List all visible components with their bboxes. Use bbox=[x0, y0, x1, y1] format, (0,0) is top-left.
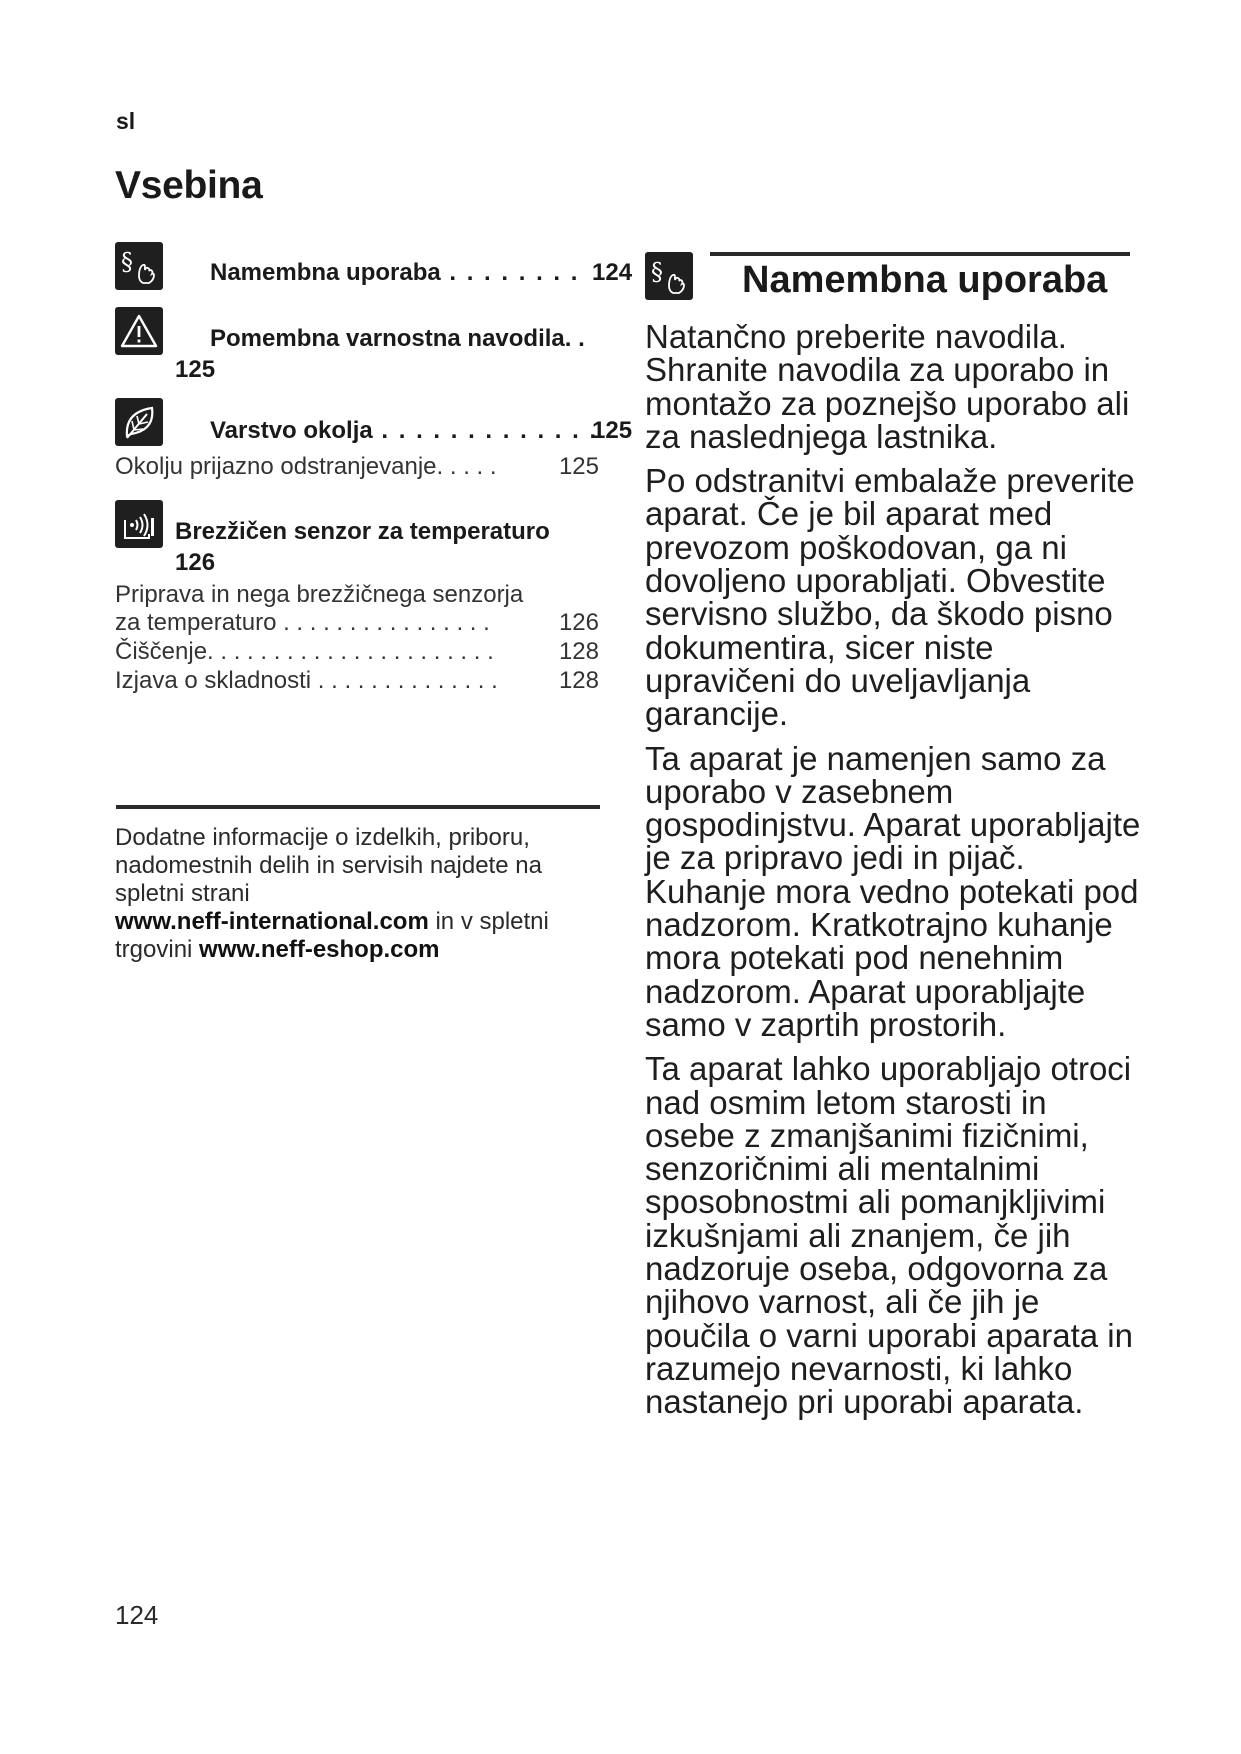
toc-subentry[interactable]: Priprava in nega brezžičnega senzorja bbox=[115, 581, 524, 608]
paragraph: Natančno preberite navodila. Shranite navodila za uporabo in montažo za poznejšo uporabo ali za naslednjega lastnika. bbox=[645, 318, 1130, 455]
toc-entry-namembna-uporaba[interactable]: Namembna uporaba . . . . . . . . bbox=[210, 259, 580, 286]
warning-triangle-icon bbox=[115, 307, 163, 355]
toc-subentry[interactable]: Okolju prijazno odstranjevanje. . . . . 125 bbox=[115, 453, 599, 480]
toc-subentry[interactable]: za temperaturo . . . . . . . . . . . . . . . . 126 bbox=[115, 609, 599, 636]
divider bbox=[710, 252, 1130, 256]
paragraph: Ta aparat je namenjen samo za uporabo v zasebnem gospodinjstvu. Aparat uporabljajte je za pripravo jedi in pijač. Kuhanje mora vedno potekati pod nadzorom. Kratkotrajno kuhanje mora potekati pod nenehnim nadzorom. Aparat uporabljajte samo v zaprtih prostorih. bbox=[645, 739, 1141, 1043]
info-text: Dodatne informacije o izdelkih, priboru, nadomestnih delih in servisih najdete na spletni strani www.neff-international.com in v spletni trgovini www.neff-eshop.com bbox=[115, 824, 549, 963]
toc-entry-page: 124 bbox=[592, 259, 633, 286]
divider bbox=[116, 805, 600, 809]
toc-subentry[interactable]: Izjava o skladnosti . . . . . . . . . . . . . . 128 bbox=[115, 667, 599, 694]
toc-subentry[interactable]: Čiščenje. . . . . . . . . . . . . . . . . . . . . . 128 bbox=[115, 638, 599, 665]
toc-entry-page: 125 bbox=[175, 356, 216, 383]
toc-entry-page: 126 bbox=[175, 549, 216, 576]
language-code: sl bbox=[116, 108, 136, 134]
paragraph: Po odstranitvi embalaže preverite aparat. Če je bil aparat med prevozom poškodovan, ga ni dovoljeno uporabljati. Obvestite servisno službo, da škodo pisno dokumentira, sicer niste upravičeni do uveljavljanja garancije. bbox=[645, 462, 1135, 733]
paragraph: Ta aparat lahko uporabljajo otroci nad osmim letom starosti in osebe z zmanjšanimi fizičnimi, senzoričnimi ali mentalnimi sposobnostmi ali pomanjkljivimi izkušnjami ali znanjem, če jih nadzoruje oseba, odgovorna za njihovo varnost, ali če jih je poučila o varni uporabi aparata in razumejo nevarnosti, ki lahko nastanejo pri uporabi aparata. bbox=[645, 1050, 1133, 1421]
page-number: 124 bbox=[115, 1600, 159, 1630]
wireless-sensor-icon bbox=[115, 500, 163, 548]
toc-entry-brezzicen-senzor[interactable]: Brezžičen senzor za temperaturo bbox=[175, 518, 550, 545]
link-neff-eshop[interactable]: www.neff-eshop.com bbox=[199, 936, 440, 963]
leaf-icon bbox=[115, 398, 163, 446]
svg-text:§: § bbox=[121, 248, 133, 276]
page-title: Vsebina bbox=[115, 164, 263, 207]
link-neff-international[interactable]: www.neff-international.com bbox=[115, 908, 429, 935]
toc-entry-pomembna-varnostna-navodila[interactable]: Pomembna varnostna navodila. . bbox=[210, 325, 585, 352]
paragraph-hand-icon bbox=[645, 252, 693, 300]
paragraph-hand-icon bbox=[115, 242, 163, 290]
toc-entry-page: 125 bbox=[592, 417, 633, 444]
section-body bbox=[645, 320, 1145, 1430]
svg-text:§: § bbox=[651, 258, 663, 286]
section-title: Namembna uporaba bbox=[742, 259, 1108, 301]
toc-entry-varstvo-okolja[interactable]: Varstvo okolja . . . . . . . . . . . . . bbox=[210, 417, 599, 444]
